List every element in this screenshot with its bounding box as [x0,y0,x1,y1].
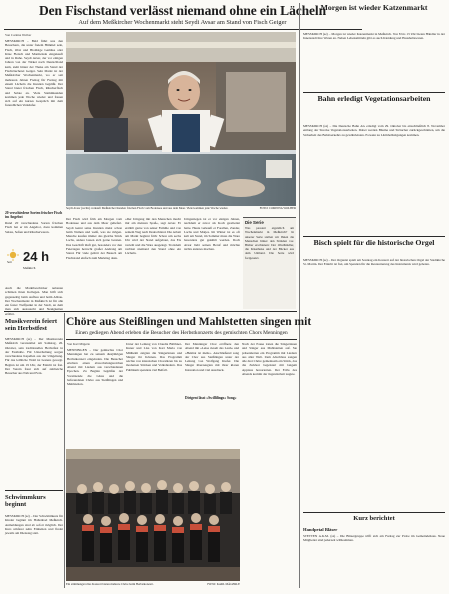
second-subheadline: Einen gediegen Abend erleben die Besucher des Herbstkonzerts des gemischten Chors Menningen [75,330,288,336]
main-subheadline: Auf dem Meßkircher Wochenmarkt steht Seydi Avsar am Stand von Fisch Geiger [78,19,287,26]
right-item3-text: MESSKIRCH (sz) – Der Organist spielt am Sonntag ein Konzert auf der historischen Orgel der Stadtkirche St. Martin. Der Eintritt ist frei, um Spenden für die Restaurierung des Instruments wird gebeten. [303,258,445,267]
main-photo [66,32,296,206]
main-photo-caption: Seydi Avsar (rechts) verkauft Meßkircher Kunden frischen Fisch vom Bodensee und aus dem Meer. Viele kommen jede Woche wieder. [66,206,229,210]
right-item1-text: MESSKIRCH (sz) – Morgen ist wieder Katzenmarkt in Meßkirch. Von 8 bis 13 Uhr bieten Händler in der Innenstadt ihre Waren an. Neben Lebensmitteln gibt es auch Kleidung und Haushaltswaren. [303,32,445,41]
right-item4-sub: Handpetal Bläser [303,527,338,532]
second-story-col2: Unter der Leitung von Claudia Blöthner-Kuner und Lisa von Kari Maria von Mülheim zeigten die Sängerinnen und Sänger ihr Können. Das Programm reichte von klassischen Chorsätzen bis zu modernen Stücken und Volksliedern. Das Publikum spendete viel Beifall. [126,342,182,372]
second-story-col3b [185,402,239,446]
choir-photo-credit: FOTO: KARL MÄGERLE [207,582,240,586]
right-item4-text: STETTEN A.K.M. (sz) – Die Bläsergruppe trifft sich am Freitag zur Probe im Gemeindehaus. Neue Mitglieder sind jederzeit willkommen. [303,534,445,543]
weather-widget [5,246,63,284]
main-photo-credit: FOTO: CORINNA WOLBER [259,206,296,210]
main-headline: Den Fischstand verlässt niemand ohne ein Lächeln [39,3,326,18]
headline-rule [4,29,362,30]
main-story-section-text: Rund 20 verschiedene Sorten frischen Fisch hat er im Angebot, dazu kommen Salate, Soßen und Räucherwaren. [5,221,63,234]
left-rule [5,490,63,491]
second-byline: Von Karl Mägerle [67,342,90,346]
weather-sub: Meßkirch [23,266,36,270]
main-story-col1: MESSKIRCH – Bald führt uns den Besuchern, die unter freiem Himmel sein, Fisch, Obst und Bioläsige Gemüse oder Käse Fleisch und Marmelade eingekauft und in Ruhe. Seydi Avsar, der vor einigen Jahren von der Türkei nach Deutschland kam, steht hinter der Theke am Stand der Fischräucherei Geiger. Sein Markt ist der Meßkircher Wochenmarkt, wo er seit mehreren Jahren Freitag für Freitag mit einem Lächeln die Kunden begrüßt. Der Stand bietet frischen Fisch, Räucherfisch und Salate an. Viele Stammkunden kommen jede Woche wieder und freuen sich auf ein kurzes Gespräch mit dem freundlichen Verkäufer. [5,39,63,108]
right-rule-3 [303,512,445,513]
main-byline: Von Corinna Wolber [5,33,32,37]
right-rule-1 [303,92,445,93]
series-title: Die Serie [245,220,264,225]
left-item2-head: Schwimmkurs beginnt [5,494,46,509]
weather-label: Seit [7,260,12,264]
left-item2-text: MESSKIRCH (sz) – Der Schwimmkurs für Kinder beginnt im Hallenbad Meßkirch. Anmeldungen sind ab sofort möglich. Der Kurs umfasst zehn Einheiten und findet jeweils am Dienstag statt. [5,514,63,536]
story-divider [4,311,297,312]
series-info-box [243,217,296,309]
main-story-col2: Der Fisch wird früh am Morgen vom Bodensee und aus dem Meer geliefert. Seydi kennt seine Kunden meist schon beim Namen und weiß, was sie mögen. Manche kaufen immer das gleiche Stück Lachs, andere lassen sich gerne beraten. Das Geschäft läuft gut, besonders vor den Feiertagen herrscht großer Andrang am Stand. Für viele gehört der Besuch am Fischstand einfach zum Markttag dazu. [66,217,122,260]
left-item1-head: Musikverein feiert sein Herbstfest [5,318,58,333]
main-story-col3: »Der Umgang mit den Menschen macht mir am meisten Spaß«, sagt Avsar. Er erzählt gerne von seiner Familie und von seinem Weg nach Deutschland. Die Arbeit am Markt beginnt früh: Schon um sechs Uhr wird der Stand aufgebaut, das Eis verteilt und die Ware ausgelegt. Trotzdem verlässt niemand den Stand ohne ein Lächeln. [125,217,181,256]
right-item2-text: MESSKIRCH (sz) – Die Deutsche Bahn AG erledigt vom 29. Oktober bis einschließlich 8. November entlang der Strecke Vegetationsarbeiten. Dabei werden Bäume und Sträucher zurückgeschnitten, um die Sicherheit des Bahnverkehrs zu gewährleisten. Es kann zu Lärmbelästigungen kommen. [303,124,445,137]
main-story-col4: Umgestiegen ist er vor einigen Jahren, nachdem er zuvor als Koch gearbeitet hatte. Heute verkauft er Forellen, Zander, Lachs und Matjes. Im Winter ist es oft kalt am Stand, im Sommer muss die Ware besonders gut gekühlt werden. Doch Avsar liebt seinen Beruf und möchte nichts anderes machen. [184,217,240,252]
weather-hours: 24 h [23,249,50,264]
right-rule-2 [303,236,445,237]
main-story-col5: Auch die Marktbeschicker nebenan schätzen ihren Kollegen. Man hilft sich gegenseitig beim Aufbau und beim Abbau. Der Wochenmarkt in Meßkirch ist für alle ein fester Treffpunkt in der Stadt, an dem man sich austauscht und Neuigkeiten erfährt. [5,286,63,316]
second-story-col1: MENNINGEN – Der gemischte Chor Menningen hat zu seinem diesjährigen Herbstkonzert eingeladen. Die Besucher erlebten einen abwechslungsreichen Abend mit Liedern aus verschiedenen Epochen. Zu Beginn begrüßte der Vorsitzende die Gäste und die befreundeten Chöre aus Steißlingen und Mahlstetten. [67,348,123,387]
sun-icon [7,248,19,260]
fish-stand-photo [66,32,296,206]
series-text: Was passiert eigentlich am Wochenmarkt in Meßkirch? In unserer Serie stellen wir Ihnen die Menschen hinter den Ständen vor. Bisher erschienen: Der Obsthändler, die Käsetheke und der Bäcker aus dem Umland. Die Serie wird fortgesetzt. [245,226,294,260]
right-item2-head: Bahn erledigt Vegetationsarbeiten [317,94,431,103]
second-story-col4: Nach der Pause traten die Sängerinnen und Sänger aus Mahlstetten auf. Sie präsentierten ein Programm mit Liedern aus aller Welt. Zum Abschluss sangen alle drei Chöre gemeinsam ein Stück, das die Zuhörer begeistert mit langem Applaus honorierten. Der Erlös des Abends kommt der Jugendarbeit zugute. [242,342,297,377]
left-item1-text: MESSKIRCH (sz) – Der Musikverein Meßkirch veranstaltet am Samstag, 26. Oktober, sein traditionelles Herbstfest in der Festhalle. Für Unterhaltung sorgen verschiedene Kapellen aus der Umgebung. Für das leibliche Wohl ist bestens gesorgt. Beginn ist um 19 Uhr, der Eintritt ist frei. Der Verein freut sich auf zahlreiche Besucher aus Nah und Fern. [5,337,63,376]
right-item3-head: Bisch spielt für die historische Orgel [313,238,435,247]
choir-photo-caption: Ein stimmungsvolles Konzert bieten mehrere Chöre beim Herbstkonzert. [66,582,154,586]
second-headline: Chöre aus Steißlingen und Mahlstetten singen mit [66,316,312,328]
choir-concert-photo [66,449,240,581]
left-column-divider [64,313,65,588]
second-headline-rule [66,339,297,340]
second-story-col3: Der Menninger Chor eröffnete den Abend mit »Leise rieselt das Laub« und »Heimat ist mehr«. Anschließend sang der Chor aus Steißlingen unter der Leitung von Wolfgang Kiefer. Die Sänger überzeugten mit ihrer klaren Intonation und viel Ausdruck. [185,342,239,372]
second-story-subhead: Dirigent lässt »Swillilingo« Song« [185,396,237,400]
choir-photo [66,449,240,581]
right-item4-head: Kurz berichtet [353,515,395,522]
right-item1-head: Morgen ist wieder Katzenmarkt [320,3,428,12]
column-divider [299,3,300,588]
main-story-section-title: 20 verschiedene Sorten frischer Fisch im Angebot [5,211,63,220]
